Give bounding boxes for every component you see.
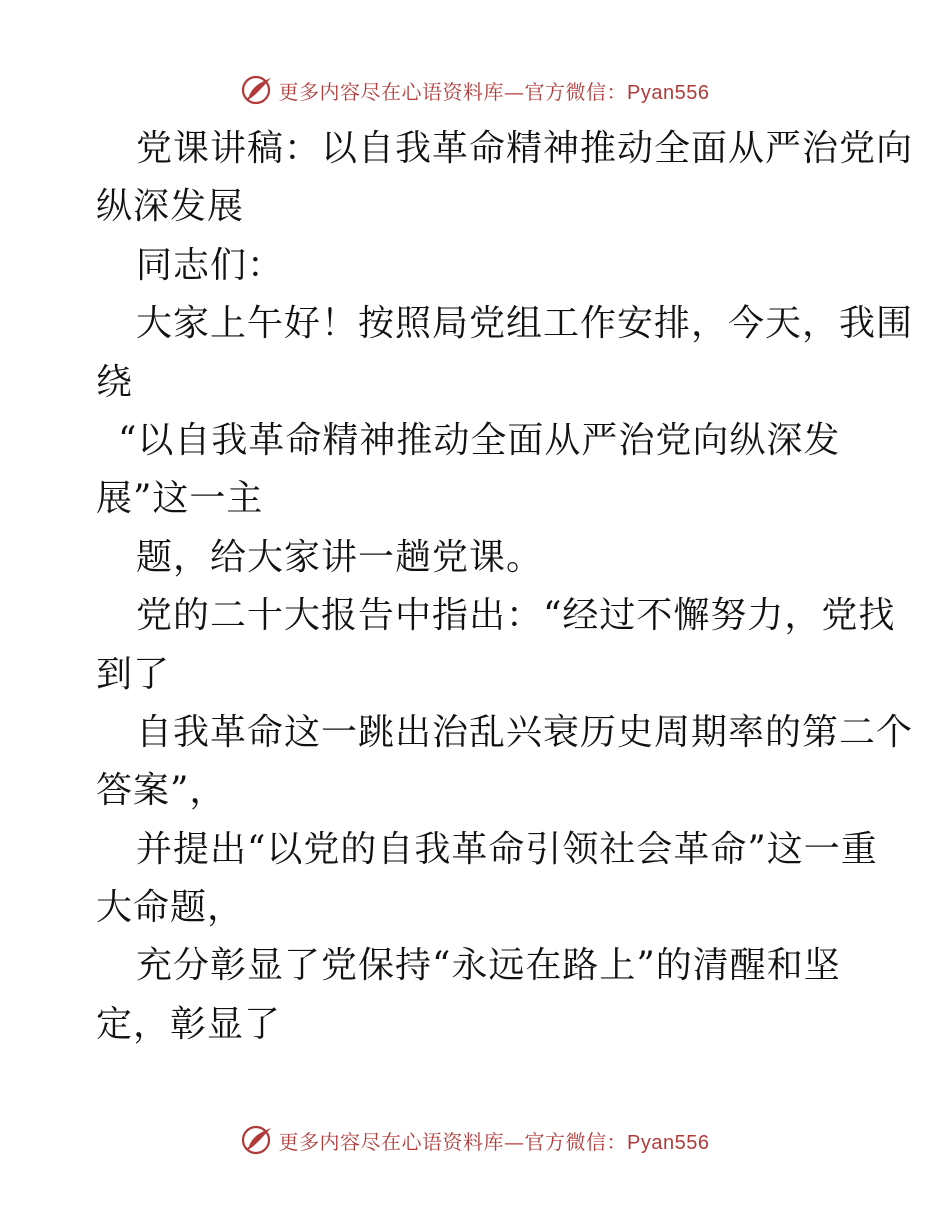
paragraph-line: 绕 — [96, 361, 134, 403]
paragraph-line: 并提出“以党的自我革命引领社会革命”这一重 — [136, 828, 878, 870]
watermark-wechat-id: Pyan556 — [627, 1131, 710, 1154]
paragraph-line: 题，给大家讲一趟党课。 — [136, 536, 544, 578]
pen-logo-icon — [241, 1124, 275, 1156]
paragraph-line: 展”这一主 — [96, 478, 264, 520]
watermark-wechat-id: Pyan556 — [627, 81, 710, 104]
paragraph-line: 党的二十大报告中指出：“经过不懈努力，党找 — [136, 595, 896, 637]
watermark-text: 更多内容尽在心语资料库—官方微信：Pyan556 — [278, 1129, 710, 1154]
watermark-footer — [0, 1122, 950, 1158]
title-line-1: 党课讲稿：以自我革命精神推动全面从严治党向 — [136, 128, 914, 169]
paragraph-line: 充分彰显了党保持“永远在路上”的清醒和坚 — [136, 945, 841, 987]
watermark-header — [0, 72, 950, 108]
pen-logo-icon — [241, 74, 275, 106]
paragraph-line: 答案”， — [96, 770, 227, 812]
paragraph-line: 自我革命这一跳出治乱兴衰历史周期率的第二个 — [136, 711, 914, 753]
paragraph-line: 到了 — [96, 653, 171, 695]
paragraph-line: 定，彰显了 — [96, 1003, 282, 1045]
paragraph-line: 大家上午好！按照局党组工作安排，今天，我围 — [136, 303, 914, 345]
salutation: 同志们： — [136, 244, 285, 286]
title-line-2: 纵深发展 — [96, 186, 245, 228]
paragraph-line: 大命题， — [96, 887, 245, 929]
paragraph-line: “以自我革命精神推动全面从严治党向纵深发 — [118, 419, 841, 461]
document-body — [96, 120, 914, 1054]
watermark-text: 更多内容尽在心语资料库—官方微信：Pyan556 — [278, 79, 710, 104]
